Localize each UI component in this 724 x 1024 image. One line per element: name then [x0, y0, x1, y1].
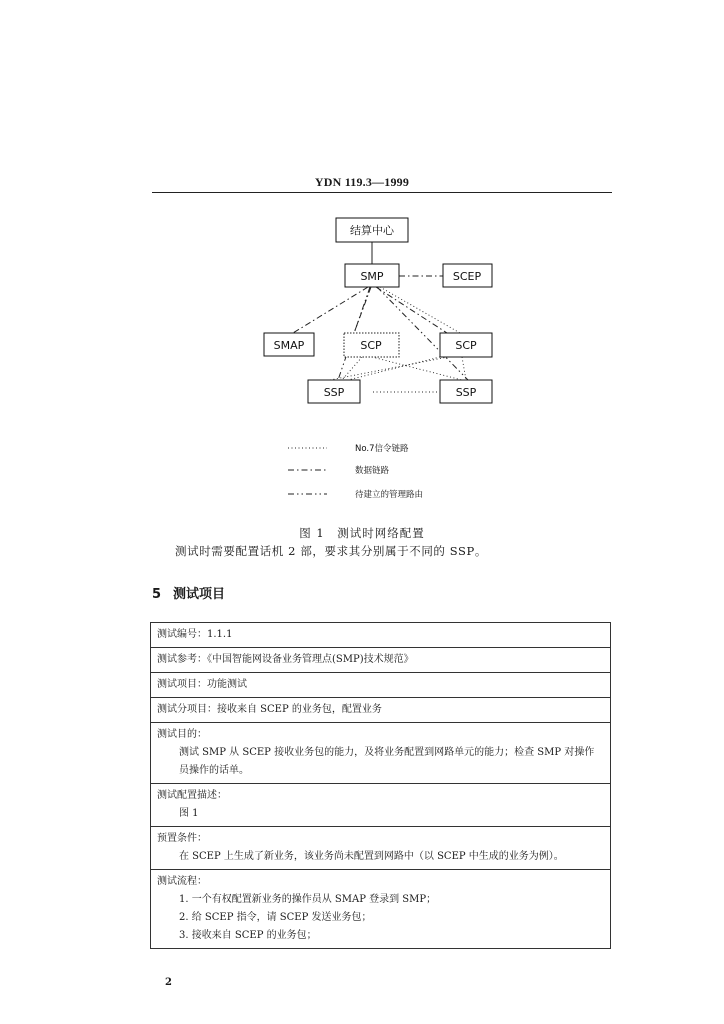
legend-label-management: 待建立的管理路由 — [355, 490, 424, 500]
node-ssp-right-label: SSP — [455, 386, 477, 399]
legend-label-data: 数据链路 — [355, 466, 390, 476]
section-number: 5 — [152, 587, 162, 602]
configuration-note: 测试时需要配置话机 2 部，要求其分别属于不同的 SSP。 — [175, 544, 487, 558]
test-purpose-text: 测试 SMP 从 SCEP 接收业务包的能力，及将业务配置到网路单元的能力；检查 SMP 对操作员操作的话单。 — [179, 747, 595, 776]
node-smap — [264, 333, 314, 356]
node-scep — [443, 264, 492, 287]
procedure-step: 2. 给 SCEP 指令，请 SCEP 发送业务包； — [179, 912, 372, 923]
legend-label-signalling: No.7信令链路 — [355, 444, 409, 454]
node-scp-left — [344, 333, 399, 357]
node-smp-label: SMP — [360, 270, 384, 283]
test-subitem: 测试分项目：接收来自 SCEP 的业务包，配置业务 — [151, 698, 611, 723]
link-smp-scp-right-signal — [380, 287, 460, 333]
table-row — [151, 870, 611, 949]
procedure-step: 1. 一个有权配置新业务的操作员从 SMAP 登录到 SMP； — [179, 894, 437, 905]
test-config-cell — [151, 784, 611, 827]
table-row — [151, 784, 611, 827]
figure-caption: 图 1 测试时网络配置 — [299, 526, 425, 540]
test-config-text: 图 1 — [179, 808, 199, 819]
table-row — [151, 827, 611, 870]
node-smap-label: SMAP — [273, 339, 305, 352]
test-id: 测试编号：1.1.1 — [151, 623, 611, 648]
table-row — [151, 673, 611, 698]
node-scp-right-label: SCP — [455, 339, 477, 352]
diagram-links — [293, 242, 468, 380]
procedure-step: 3. 接收来自 SCEP 的业务包； — [179, 930, 317, 941]
diagram-legend — [288, 443, 423, 500]
precondition-label: 预置条件： — [157, 833, 207, 844]
link-ssp-left-scp-right — [330, 357, 448, 380]
procedure-cell — [151, 870, 611, 949]
procedure-label: 测试流程： — [157, 876, 207, 887]
section-heading — [152, 583, 225, 602]
node-scep-label: SCEP — [452, 270, 482, 283]
table-row — [151, 623, 611, 648]
node-smp — [345, 264, 399, 287]
page-number: 2 — [165, 977, 172, 988]
table-row — [151, 648, 611, 673]
test-case-table — [150, 622, 611, 949]
section-title: 测试项目 — [173, 587, 226, 602]
test-item: 测试项目：功能测试 — [151, 673, 611, 698]
node-scp-right — [440, 333, 492, 357]
node-billing-center-label: 结算中心 — [350, 224, 394, 237]
test-purpose-label: 测试目的： — [157, 729, 207, 740]
link-scp-right-ssp-right — [462, 357, 466, 380]
link-scp-left-ssp-right — [372, 357, 462, 380]
node-billing-center — [336, 218, 408, 242]
link-scp-right-ssp-left — [348, 357, 440, 380]
test-reference: 测试参考：《中国智能网设备业务管理点(SMP)技术规范》 — [151, 648, 611, 673]
test-config-label: 测试配置描述： — [157, 790, 227, 801]
node-ssp-left-label: SSP — [323, 386, 345, 399]
precondition-text: 在 SCEP 上生成了新业务，该业务尚未配置到网路中（以 SCEP 中生成的业务为例）。 — [179, 851, 564, 862]
node-ssp-left — [308, 380, 360, 403]
node-ssp-right — [440, 380, 492, 403]
table-row — [151, 723, 611, 784]
precondition-cell — [151, 827, 611, 870]
test-purpose-cell — [151, 723, 611, 784]
page-header: YDN 119.3—1999 — [314, 175, 410, 189]
link-smp-scp-right — [376, 287, 447, 333]
table-row — [151, 698, 611, 723]
node-scp-left-label: SCP — [360, 339, 382, 352]
